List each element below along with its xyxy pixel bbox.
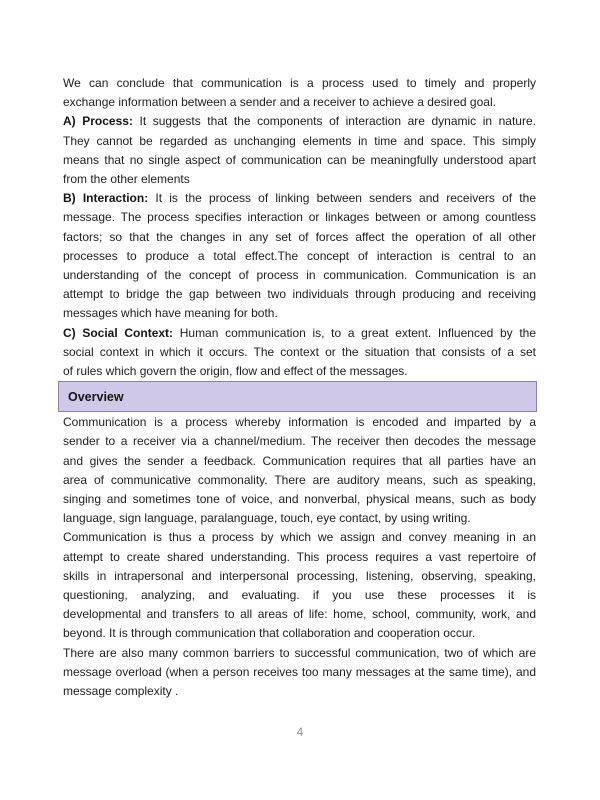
text-line: of rules which govern the origin, flow and effect of the messages. bbox=[63, 364, 408, 379]
overview-heading: Overview bbox=[68, 389, 124, 404]
text-line: beyond. It is through communication that collaboration and cooperation occur. bbox=[63, 626, 476, 641]
text-line: singing and sometimes tone of voice, and nonverbal, physical means, such as body bbox=[63, 492, 536, 507]
bold-lead: C) Social Context: bbox=[63, 325, 174, 340]
text-line: exchange information between a sender and a receiver to achieve a desired goal. bbox=[63, 95, 496, 110]
text-line: message complexity . bbox=[63, 684, 179, 699]
text-line: We can conclude that communication is a process used to timely and properly bbox=[63, 76, 536, 90]
text-line: C) Social Context: Human communication is, to a great extent. Influenced by the bbox=[63, 325, 537, 340]
text-line: understanding of the concept of process in communication. Communication is an bbox=[63, 268, 536, 283]
bold-lead: A) Process: bbox=[63, 114, 133, 129]
text-line: and gives the sender a feedback. Communication requires that all parties have an bbox=[63, 453, 536, 468]
text-line: sender to a receiver via a channel/medium. The receiver then decodes the message bbox=[63, 434, 536, 449]
text-line: area of communicative commonality. There are auditory means, such as speaking, bbox=[63, 472, 536, 487]
document-content bbox=[63, 74, 536, 701]
text-line: attempt to bridge the gap between two individuals through producing and receiving bbox=[63, 287, 536, 302]
text-line: means that no single aspect of communication can be meaningfully understood apart bbox=[63, 152, 536, 167]
text-line: developmental and transfers to all areas of life: home, school, community, work, and bbox=[63, 607, 536, 622]
text-line: Communication is a process whereby information is encoded and imparted by a bbox=[63, 415, 536, 430]
overview-heading-banner bbox=[58, 381, 537, 412]
text-line: questioning, analyzing, and evaluating. if you use these processes it is bbox=[63, 588, 536, 603]
text-line: factors; so that the changes in any set of forces affect the operation of all other bbox=[63, 229, 536, 244]
text-line: messages which have meaning for both. bbox=[63, 306, 278, 321]
text-line: A) Process: It suggests that the components of interaction are dynamic in nature. bbox=[63, 114, 536, 129]
text-line: message. The process specifies interaction or linkages between or among countless bbox=[63, 210, 536, 225]
page-number: 4 bbox=[296, 727, 304, 739]
bold-lead: B) Interaction: bbox=[63, 191, 149, 206]
text-line: skills in intrapersonal and interpersonal processing, listening, observing, speaking, bbox=[63, 568, 536, 583]
text-line: message overload (when a person receives too many messages at the same time), and bbox=[63, 664, 536, 679]
text-line: language, sign language, paralanguage, touch, eye contact, by using writing. bbox=[63, 511, 471, 526]
text-line: attempt to create shared understanding. This process requires a vast repertoire of bbox=[63, 549, 536, 564]
text-line: processes to produce a total effect.The concept of interaction is central to an bbox=[63, 248, 536, 263]
text-line: from the other elements bbox=[63, 172, 190, 187]
text-line: Communication is thus a process by which we assign and convey meaning in an bbox=[63, 530, 536, 545]
text-line: social context in which it occurs. The context or the situation that consists of a set bbox=[63, 344, 536, 359]
text-line: There are also many common barriers to successful communication, two of which are bbox=[63, 645, 536, 660]
text-line: They cannot be regarded as unchanging elements in time and space. This simply bbox=[63, 133, 536, 148]
text-line: B) Interaction: It is the process of linking between senders and receivers of the bbox=[63, 191, 536, 206]
